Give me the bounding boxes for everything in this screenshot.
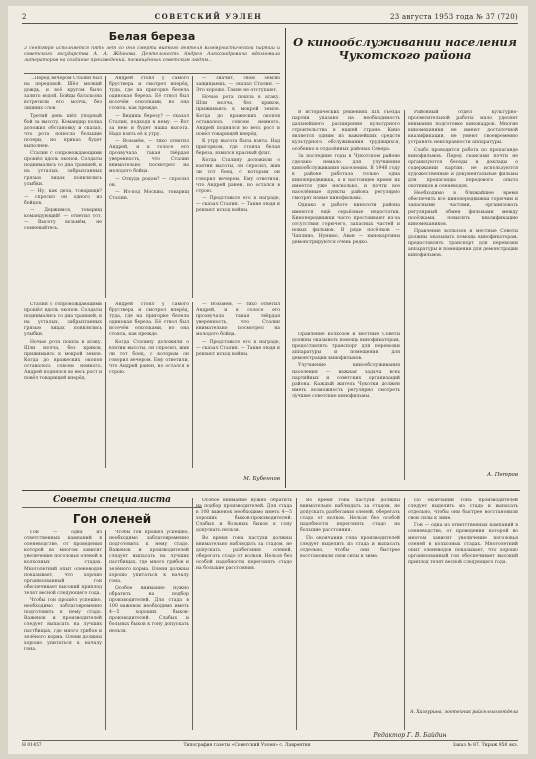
kino-paragraph: Улучшение кинообслуживания населения — важная задача всех партийных и советских организаций района. Каждый житель Чукотки должен иметь возможность регулярно смотреть лучшие советские кинофильмы. <box>292 363 400 399</box>
belaya-paragraph: — Ну, как дела, товарищи? — спросил он одного из бойцов. <box>24 188 102 206</box>
kino-paragraph: Правление колхозов и местные Советы должны оказывать помощь кинофикаторам, предоставлять транспорт для перевозки аппаратуры и помещения для демонстрации кинофильмов. <box>292 332 400 362</box>
kino-col-2 <box>408 110 518 470</box>
belaya-col-2 <box>109 76 189 298</box>
belaya-paragraph: Когда Сталину доложили о взятии высоты, он спросил, жив ли тот боец, с которым он говорил вечером. Ему ответили, что Андрей ранен, но остался в строю. <box>196 158 280 194</box>
belaya-paragraph: — Из-под Москвы, товарищ Сталин. <box>109 189 189 201</box>
kino-col-3 <box>292 332 400 482</box>
masthead: СОВЕТСКИЙ УЭЛЕН <box>154 12 263 21</box>
footer-order: Заказ № 87. Тираж 950 экз. <box>452 743 518 748</box>
belaya-paragraph: Когда Сталину доложили о взятии высоты, он спросил, жив ли тот боец, с которым он говорил вечером. Ему ответили, что Андрей ранен, но остался в строю. <box>109 339 189 376</box>
advice-col-4 <box>300 498 400 730</box>
belaya-paragraph: — Возьмём, — тихо ответил Андрей, и в голосе его прозвучала такая твёрдая уверенность, что Сталин внимательно посмотрел на молодого бойца. <box>109 138 189 175</box>
belaya-col-6 <box>196 302 280 472</box>
kino-paragraph: В исторических решениях XIX съезда партии указано на необходимость дальнейшего расширения культурного строительства в нашей стране. Кино является одним из важнейших средств культурного обслуживания трудящихся, особенно в отдалённых районах Севера. <box>292 110 400 152</box>
column-divider <box>192 76 193 298</box>
belaya-paragraph: — Представьте его к награде, — сказал Сталин. — Такие люди и решают исход войны. <box>196 339 280 357</box>
kino-paragraph: Слабо проводится работа по пропаганде кинофильмов. Перед сеансами почти не организуются беседы и доклады о содержании картин, не используются художественные и документальные фильмы для пропаганды передового опыта охотников и оленеводов. <box>408 147 518 190</box>
belaya-col-1 <box>24 76 102 298</box>
kino-title: О кинообслуживании населения Чукотского района <box>293 35 517 62</box>
column-divider <box>296 498 297 730</box>
kino-paragraph: Однако в работе киносети района имеются ещё серьёзные недостатки. Кинопередвижки часто простаивают из-за отсутствия горючего, запасных частей и новых фильмов. В ряде посёлков — Чаплино, Нунямо, Аван — кинокартины демонстрируются очень редко. <box>292 203 400 245</box>
belaya-lead-divider <box>24 73 280 74</box>
advice-heading-underline <box>22 507 202 508</box>
advice-paragraph: Чтобы гон прошёл успешно, необходимо заблаговременно подготовить к нему стадо. Важенок и производителей следует выпасать на лучших пастбищах, где много грибов и зелёного корма. Олени должны хорошо упитаться к началу гона. <box>109 530 189 584</box>
advice-paragraph: Особое внимание нужно обратить на подбор производителей. Для стада в 100 важенок необходимо иметь 4—5 хороших быков-производителей. Слабых и больных быков к гону допускать нельзя. <box>109 585 189 634</box>
advice-paragraph: Гон — одна из ответственных кампаний в оленеводстве, от проведения которой во многом зависит увеличение поголовья оленей в колхозных стадах. Многолетний опыт оленеводов показывает, что хорошо организованный гон обеспечивает высокий приплод телят весной следующего года. <box>408 523 518 565</box>
column-divider <box>192 302 193 468</box>
belaya-paragraph: Андрей стоял у самого бруствера и смотрел вперёд, туда, где на пригорке белела одинокая береза. Её ствол был иссечён осколками, но она стояла, как прежде. <box>109 76 189 112</box>
column-divider <box>192 498 193 730</box>
page-footer <box>22 740 518 750</box>
kino-paragraph: Правление колхозов и местные Советы должны оказывать помощь кинофикаторам, предоставлять транспорт для перевозки аппаратуры и помещения для демонстрации кинофильмов. <box>408 228 518 259</box>
kino-col-1 <box>292 110 400 328</box>
editor-line: Редактор Г. В. Байдин <box>373 732 447 739</box>
article-divider <box>285 28 286 488</box>
belaya-col-3 <box>196 76 280 298</box>
belaya-paragraph: — Возьмём, — тихо ответил Андрей, и в голосе его прозвучала такая твёрдая уверенность, что Сталин внимательно посмотрел на молодого бойца. <box>196 302 280 338</box>
issue-info: 23 августа 1953 года № 37 (720) <box>390 12 518 21</box>
column-divider <box>404 110 405 480</box>
belaya-paragraph: — Значит, свою землю защищаешь, — сказал Сталин. — Это хорошо. Такие не отступают. <box>196 76 280 94</box>
belaya-paragraph: Ночью рота пошла в атаку. Шли молча, без криков, прижимаясь к мокрой земле. Когда до вражеских окопов оставалось совсем немного, Андрей поднялся во весь рост и повёл товарищей вперёд. <box>24 339 102 382</box>
belaya-paragraph: ...Перед вечером Сталин был на передовой. Шёл мелкий дождь, и всё кругом было залито водой. Бойцы батальона встретили его молча, без лишних слов. <box>24 76 102 112</box>
kino-paragraph: Необходимо в ближайшее время обеспечить все кинопередвижки горючим и запасными частями, организовать регулярный обмен фильмами между посёлками, повысить квалификацию киномехаников. <box>408 191 518 227</box>
advice-paragraph: По окончании гона производителей следует выделить из стада и выпасать отдельно, чтобы они быстрее восстановили свои силы к зиме. <box>408 498 518 522</box>
section-divider <box>22 490 520 491</box>
kino-signature: А. Петров <box>487 472 518 478</box>
advice-title: Гон оленей <box>72 512 152 526</box>
advice-col-3 <box>196 498 292 730</box>
advice-paragraph: Особое внимание нужно обратить на подбор производителей. Для стада в 100 важенок необходимо иметь 4—5 хороших быков-производителей. Слабых и больных быков к гону допускать нельзя. <box>196 498 292 534</box>
advice-paragraph: Чтобы гон прошёл успешно, необходимо заблаговременно подготовить к нему стадо. Важенок и производителей следует выпасать на лучших пастбищах, где много грибов и зелёного корма. Олени должны хорошо упитаться к началу гона. <box>24 598 102 652</box>
belaya-paragraph: К утру высота была взята. Над пригорком, где стояла белая береза, взвился красный флаг. <box>196 138 280 157</box>
column-divider <box>105 302 106 468</box>
belaya-paragraph: Сталин с сопровождающими прошёл вдоль окопов. Солдаты поднимались со дна траншей, и на усталых, забрызганных грязью лицах появлялись улыбки. <box>24 151 102 187</box>
column-divider <box>404 498 405 730</box>
advice-paragraph: Гон — одна из ответственных кампаний в оленеводстве, от проведения которой во многом зависит увеличение поголовья оленей в колхозных стадах. Многолетний опыт оленеводов показывает, что хорошо организованный гон обеспечивает высокий приплод телят весной следующего года. <box>24 530 102 596</box>
advice-paragraph: Во время гона пастухи должны внимательно наблюдать за стадом, не допускать разбегания оленей, оберегать стадо от волков. Нельзя без особой надобности перегонять стадо на большие расстояния. <box>300 498 400 534</box>
advice-signature: А. Хазгурина, зоотехник райсельхозотдела <box>409 710 518 715</box>
page-header <box>22 10 518 24</box>
advice-paragraph: Во время гона пастухи должны внимательно наблюдать за стадом, не допускать разбегания оленей, оберегать стадо от волков. Нельзя без особой надобности перегонять стадо на большие расстояния. <box>196 535 292 572</box>
footer-printer: Типография газеты «Советский Уэлен» с. Лаврентия <box>183 743 311 748</box>
belaya-paragraph: — Видишь березу? — сказал Сталин, подходя к нему. — Вот за нею и будет наша высота. Надо взять её к утру. <box>109 113 189 137</box>
belaya-paragraph: Андрей стоял у самого бруствера и смотрел вперёд, туда, где на пригорке белела одинокая береза. Её ствол был иссечён осколками, но она стояла, как прежде. <box>109 302 189 338</box>
belaya-col-5 <box>109 302 189 468</box>
belaya-paragraph: Ночью рота пошла в атаку. Шли молча, без криков, прижимаясь к мокрой земле. Когда до вражеских окопов оставалось совсем немного, Андрей поднялся во весь рост и повёл товарищей вперёд. <box>196 95 280 137</box>
advice-col-1 <box>24 530 102 730</box>
kino-paragraph: За последние годы в Чукотском районе сделано немало для улучшения кинообслуживания населения. В 1948 году в районе работала только одна кинопередвижка, а в настоящее время их имеется уже несколько, и почти все населённые пункты района регулярно смотрят новые кинофильмы. <box>292 153 400 202</box>
footer-code: Н 01457 <box>22 743 42 748</box>
belaya-paragraph: Третий день шёл упорный бой за высоту. Командир полка доложил обстановку и сказал, что рота понесла большие потери, но приказ будет выполнен. <box>24 113 102 150</box>
belaya-paragraph: — Держимся, товарищ командующий! — ответил тот. — Высоту возьмём, не сомневайтесь. <box>24 207 102 232</box>
belaya-lead: 3 сентября исполняется пять лет со дня смерти видного деятеля Коммунистической партии и советского государства А. А. Жданова. Деятельность Андрея Александровича вдохновила литераторов на создание произведений, посвящённых советским людям... <box>24 46 280 63</box>
belaya-col-4 <box>24 302 102 468</box>
kino-paragraph: Районный отдел культурно-просветительной работы мало уделяет внимания подготовке кинокадров. Многие киномеханики не имеют достаточной квалификации, не умеют своевременно устранять неисправности аппаратуры. <box>408 110 518 146</box>
belaya-title: Белая береза <box>108 30 196 43</box>
belaya-paragraph: — Откуда родом? — спросил он. <box>109 176 189 188</box>
column-divider <box>105 76 106 298</box>
column-divider <box>105 530 106 730</box>
belaya-paragraph: Сталин с сопровождающими прошёл вдоль окопов. Солдаты поднимались со дна траншей, и на усталых, забрызганных грязью лицах появлялись улыбки. <box>24 302 102 338</box>
belaya-signature: М. Бубеннов <box>243 476 280 482</box>
advice-col-2 <box>109 530 189 730</box>
advice-heading: Советы специалиста <box>53 495 171 505</box>
belaya-paragraph: — Представьте его к награде, — сказал Сталин. — Такие люди и решают исход войны. <box>196 195 280 213</box>
newspaper-page <box>8 6 528 754</box>
advice-paragraph: По окончании гона производителей следует выделить из стада и выпасать отдельно, чтобы они быстрее восстановили свои силы к зиме. <box>300 535 400 559</box>
page-number: 2 <box>22 12 27 21</box>
advice-col-5 <box>408 498 518 706</box>
